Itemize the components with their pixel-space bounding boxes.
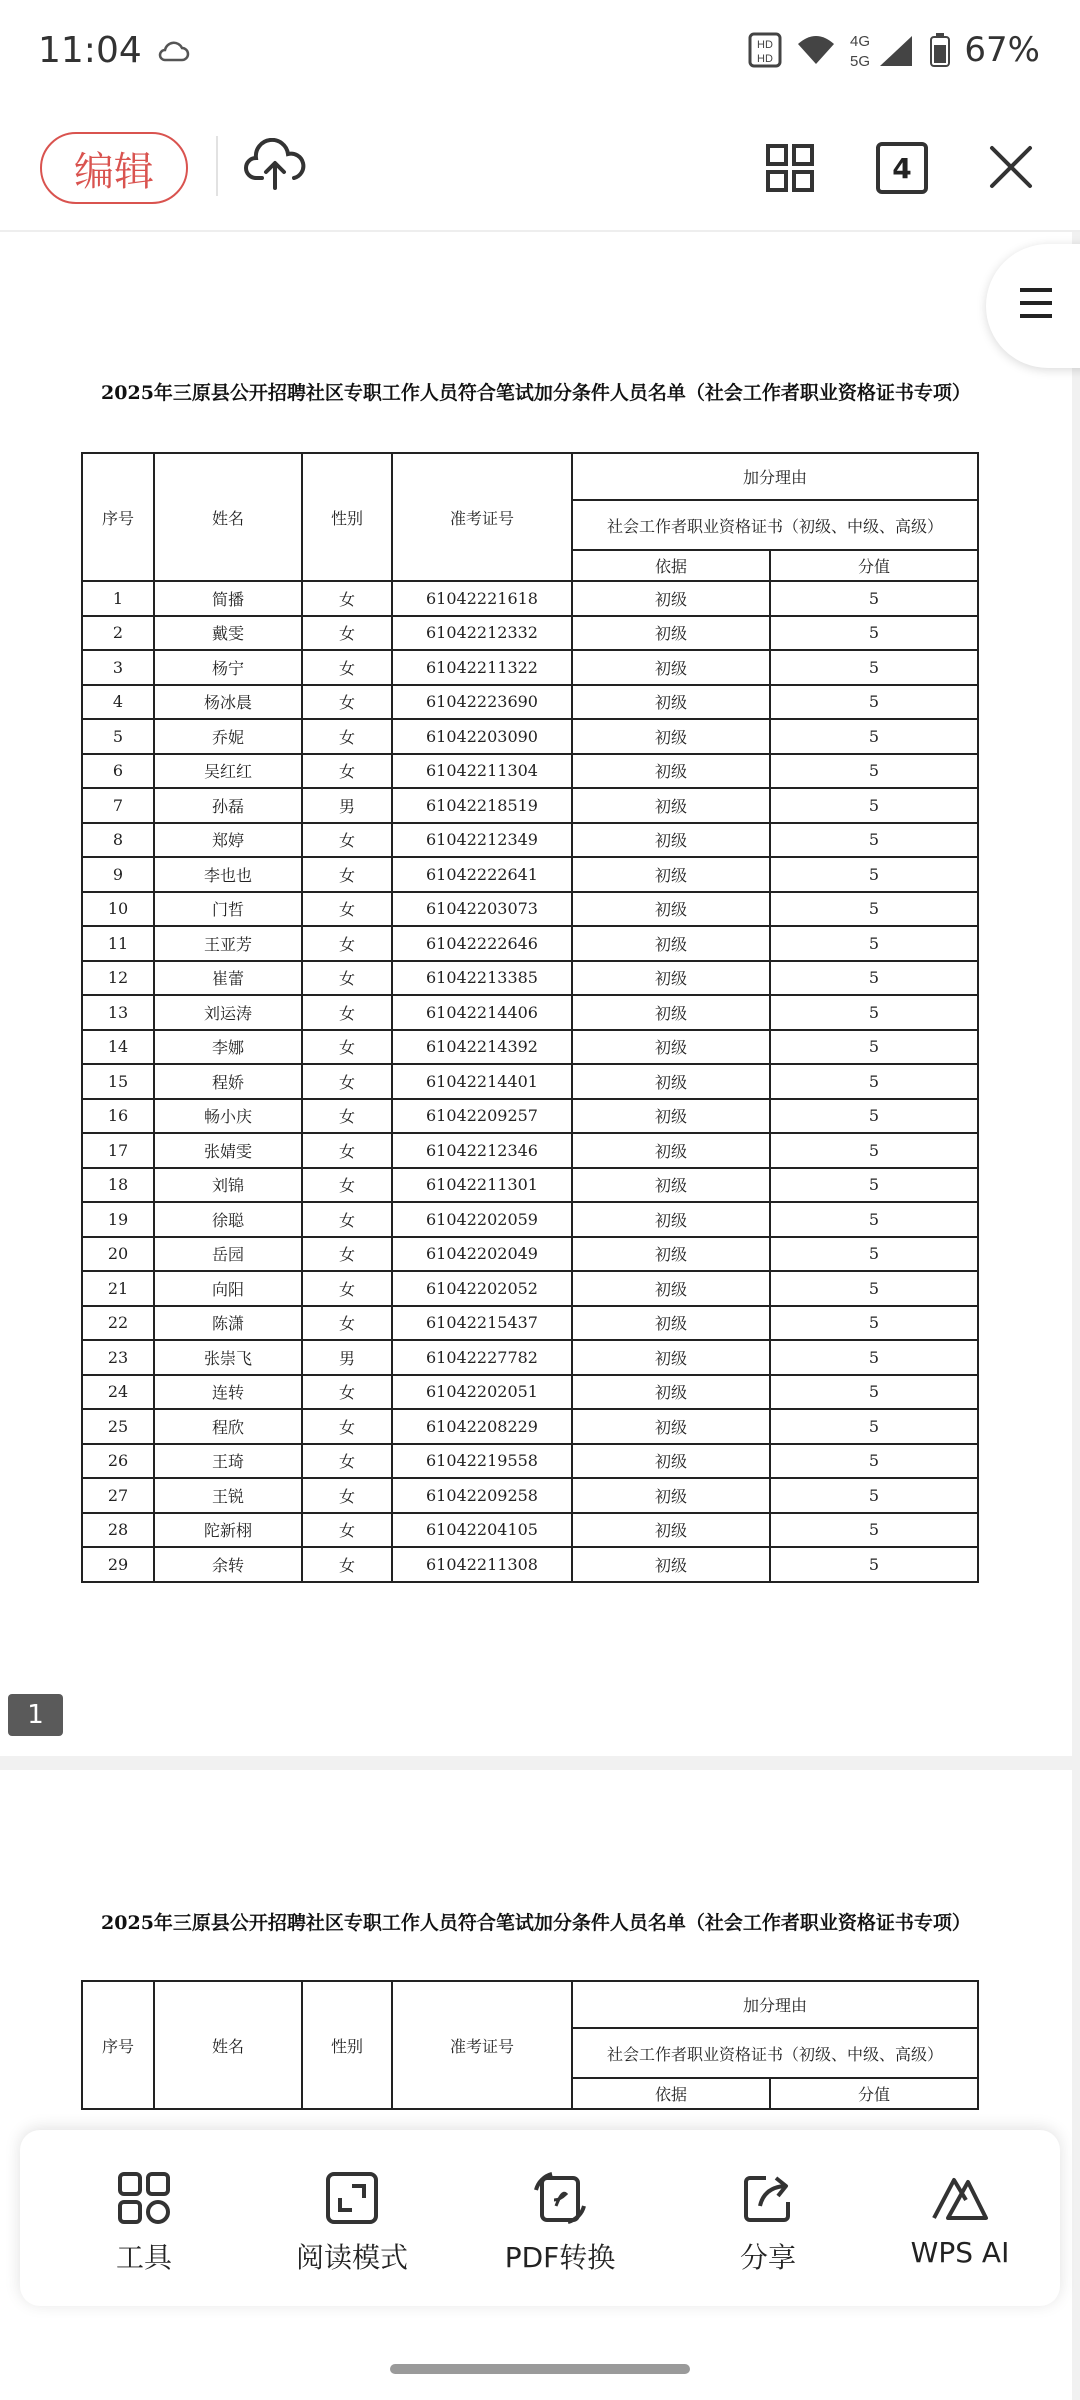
- table-row: [82, 616, 978, 651]
- header-no: 序号: [82, 1981, 154, 2109]
- row-no: 10: [82, 892, 154, 927]
- qualification-table-page-2: [81, 1980, 979, 2110]
- header-gender: 性别: [302, 453, 392, 581]
- table-row: [82, 754, 978, 789]
- edit-button[interactable]: 编辑: [40, 132, 188, 204]
- pdf-convert-label: PDF转换: [504, 2241, 616, 2274]
- table-row: [82, 1064, 978, 1099]
- row-no: 16: [82, 1099, 154, 1134]
- table-row: [82, 1237, 978, 1272]
- row-no: 24: [82, 1375, 154, 1410]
- row-score: 5: [770, 1099, 978, 1134]
- table-row: [82, 650, 978, 685]
- row-basis: 初级: [572, 788, 770, 823]
- row-basis: 初级: [572, 1168, 770, 1203]
- row-exam-id: 61042211301: [392, 1168, 572, 1203]
- cellular-signal-icon: [850, 30, 916, 70]
- row-no: 15: [82, 1064, 154, 1099]
- battery-icon: [930, 33, 950, 67]
- row-score: 5: [770, 1237, 978, 1272]
- header-score: 分值: [770, 2078, 978, 2109]
- row-exam-id: 61042219558: [392, 1444, 572, 1479]
- row-basis: 初级: [572, 1099, 770, 1134]
- row-name: 简播: [154, 581, 302, 616]
- row-basis: 初级: [572, 1202, 770, 1237]
- tools-button[interactable]: [44, 2170, 244, 2276]
- table-row: [82, 1133, 978, 1168]
- row-name: 程娇: [154, 1064, 302, 1099]
- qualification-table: [81, 452, 979, 1583]
- header-reason: 加分理由: [572, 1981, 978, 2028]
- row-gender: 女: [302, 1168, 392, 1203]
- row-name: 连转: [154, 1375, 302, 1410]
- row-no: 19: [82, 1202, 154, 1237]
- page-number-badge: 1: [8, 1694, 63, 1736]
- row-basis: 初级: [572, 581, 770, 616]
- table-row: [82, 995, 978, 1030]
- row-gender: 女: [302, 1375, 392, 1410]
- tab-count-button[interactable]: 4: [876, 142, 928, 194]
- row-basis: 初级: [572, 995, 770, 1030]
- row-exam-id: 61042212349: [392, 823, 572, 858]
- row-no: 26: [82, 1444, 154, 1479]
- toolbar-divider: [216, 136, 218, 196]
- row-score: 5: [770, 1444, 978, 1479]
- row-score: 5: [770, 1375, 978, 1410]
- row-basis: 初级: [572, 1340, 770, 1375]
- row-gender: 男: [302, 1340, 392, 1375]
- row-gender: 女: [302, 857, 392, 892]
- row-exam-id: 61042212332: [392, 616, 572, 651]
- table-row: [82, 857, 978, 892]
- row-gender: 女: [302, 650, 392, 685]
- row-exam-id: 61042209258: [392, 1478, 572, 1513]
- row-score: 5: [770, 1547, 978, 1582]
- row-exam-id: 61042214401: [392, 1064, 572, 1099]
- status-bar: [0, 0, 1080, 110]
- row-exam-id: 61042202051: [392, 1375, 572, 1410]
- row-no: 29: [82, 1547, 154, 1582]
- tools-label: 工具: [115, 2241, 172, 2274]
- row-basis: 初级: [572, 1547, 770, 1582]
- svg-text:HD: HD: [757, 53, 774, 65]
- row-basis: 初级: [572, 685, 770, 720]
- row-name: 郑婷: [154, 823, 302, 858]
- header-gender: 性别: [302, 1981, 392, 2109]
- row-score: 5: [770, 1306, 978, 1341]
- row-basis: 初级: [572, 719, 770, 754]
- row-name: 李也也: [154, 857, 302, 892]
- row-no: 17: [82, 1133, 154, 1168]
- row-name: 徐聪: [154, 1202, 302, 1237]
- row-basis: 初级: [572, 616, 770, 651]
- row-no: 5: [82, 719, 154, 754]
- row-score: 5: [770, 1133, 978, 1168]
- row-score: 5: [770, 719, 978, 754]
- row-basis: 初级: [572, 857, 770, 892]
- row-gender: 女: [302, 823, 392, 858]
- row-name: 畅小庆: [154, 1099, 302, 1134]
- header-cert: 社会工作者职业资格证书（初级、中级、高级）: [572, 2028, 978, 2078]
- bottom-action-bar: [20, 2130, 1060, 2306]
- battery-level: 67%: [964, 30, 1040, 70]
- row-exam-id: 61042213385: [392, 961, 572, 996]
- row-no: 8: [82, 823, 154, 858]
- header-reason: 加分理由: [572, 453, 978, 500]
- row-name: 陀新栩: [154, 1513, 302, 1548]
- row-name: 戴雯: [154, 616, 302, 651]
- row-gender: 女: [302, 1064, 392, 1099]
- table-row: [82, 926, 978, 961]
- read-mode-label: 阅读模式: [295, 2241, 408, 2274]
- top-toolbar: [0, 110, 1080, 232]
- row-name: 岳园: [154, 1237, 302, 1272]
- row-score: 5: [770, 581, 978, 616]
- row-basis: 初级: [572, 1237, 770, 1272]
- wps-ai-label: WPS AI: [910, 2236, 1010, 2269]
- wps-ai-icon: [930, 2170, 990, 2226]
- row-gender: 女: [302, 1444, 392, 1479]
- row-gender: 女: [302, 616, 392, 651]
- row-name: 刘运涛: [154, 995, 302, 1030]
- row-exam-id: 61042218519: [392, 788, 572, 823]
- row-basis: 初级: [572, 1409, 770, 1444]
- row-exam-id: 61042211304: [392, 754, 572, 789]
- row-name: 乔妮: [154, 719, 302, 754]
- row-exam-id: 61042214392: [392, 1030, 572, 1065]
- row-name: 王琦: [154, 1444, 302, 1479]
- row-name: 张婧雯: [154, 1133, 302, 1168]
- row-gender: 女: [302, 926, 392, 961]
- row-exam-id: 61042214406: [392, 995, 572, 1030]
- row-gender: 女: [302, 1099, 392, 1134]
- table-row: [82, 1202, 978, 1237]
- row-score: 5: [770, 685, 978, 720]
- row-no: 18: [82, 1168, 154, 1203]
- row-score: 5: [770, 995, 978, 1030]
- row-gender: 男: [302, 788, 392, 823]
- row-exam-id: 61042203090: [392, 719, 572, 754]
- row-gender: 女: [302, 1513, 392, 1548]
- row-exam-id: 61042222641: [392, 857, 572, 892]
- row-score: 5: [770, 1064, 978, 1099]
- page-title: 2025年三原县公开招聘社区专职工作人员符合笔试加分条件人员名单（社会工作者职业资格证书专项）: [101, 382, 971, 404]
- row-score: 5: [770, 823, 978, 858]
- row-gender: 女: [302, 1133, 392, 1168]
- row-name: 程欣: [154, 1409, 302, 1444]
- table-row: [82, 1375, 978, 1410]
- svg-text:5G: 5G: [850, 53, 871, 70]
- read-mode-icon: [324, 2170, 380, 2226]
- row-gender: 女: [302, 1030, 392, 1065]
- svg-text:4G: 4G: [850, 33, 871, 50]
- row-name: 李娜: [154, 1030, 302, 1065]
- row-basis: 初级: [572, 1306, 770, 1341]
- share-label: 分享: [739, 2241, 796, 2274]
- row-name: 杨宁: [154, 650, 302, 685]
- row-no: 3: [82, 650, 154, 685]
- row-gender: 女: [302, 685, 392, 720]
- table-row: [82, 892, 978, 927]
- row-no: 28: [82, 1513, 154, 1548]
- header-name: 姓名: [154, 1981, 302, 2109]
- table-row: [82, 1271, 978, 1306]
- table-row: [82, 1340, 978, 1375]
- row-score: 5: [770, 788, 978, 823]
- row-exam-id: 61042212346: [392, 1133, 572, 1168]
- document-viewer[interactable]: [0, 232, 1080, 2400]
- table-row: [82, 823, 978, 858]
- row-gender: 女: [302, 1306, 392, 1341]
- row-gender: 女: [302, 1237, 392, 1272]
- header-score: 分值: [770, 550, 978, 581]
- row-basis: 初级: [572, 823, 770, 858]
- table-row: [82, 1444, 978, 1479]
- home-indicator[interactable]: [390, 2364, 690, 2374]
- row-no: 1: [82, 581, 154, 616]
- row-exam-id: 61042208229: [392, 1409, 572, 1444]
- row-exam-id: 61042221618: [392, 581, 572, 616]
- row-gender: 女: [302, 1547, 392, 1582]
- table-row: [82, 719, 978, 754]
- row-no: 4: [82, 685, 154, 720]
- row-basis: 初级: [572, 1133, 770, 1168]
- tools-icon: [116, 2170, 172, 2226]
- row-no: 11: [82, 926, 154, 961]
- row-basis: 初级: [572, 650, 770, 685]
- row-no: 14: [82, 1030, 154, 1065]
- row-basis: 初级: [572, 1444, 770, 1479]
- row-basis: 初级: [572, 926, 770, 961]
- row-score: 5: [770, 892, 978, 927]
- row-score: 5: [770, 1409, 978, 1444]
- close-icon[interactable]: [988, 144, 1034, 190]
- row-name: 门哲: [154, 892, 302, 927]
- row-name: 陈潇: [154, 1306, 302, 1341]
- row-no: 23: [82, 1340, 154, 1375]
- read-mode-button[interactable]: [252, 2170, 452, 2276]
- cloud-upload-icon[interactable]: [244, 138, 306, 192]
- header-cert: 社会工作者职业资格证书（初级、中级、高级）: [572, 500, 978, 550]
- document-page-1: [0, 232, 1072, 1756]
- header-exam-id: 准考证号: [392, 1981, 572, 2109]
- row-score: 5: [770, 616, 978, 651]
- row-basis: 初级: [572, 1030, 770, 1065]
- row-no: 13: [82, 995, 154, 1030]
- row-gender: 女: [302, 1409, 392, 1444]
- svg-text:HD: HD: [757, 39, 774, 51]
- row-basis: 初级: [572, 1271, 770, 1306]
- row-exam-id: 61042203073: [392, 892, 572, 927]
- header-basis: 依据: [572, 550, 770, 581]
- hd-signal-icon: [748, 32, 782, 68]
- row-basis: 初级: [572, 1375, 770, 1410]
- row-gender: 女: [302, 1202, 392, 1237]
- grid-view-icon[interactable]: [766, 144, 814, 192]
- row-no: 20: [82, 1237, 154, 1272]
- row-score: 5: [770, 1340, 978, 1375]
- row-gender: 女: [302, 719, 392, 754]
- table-row: [82, 1168, 978, 1203]
- row-name: 孙磊: [154, 788, 302, 823]
- table-row: [82, 1306, 978, 1341]
- row-exam-id: 61042215437: [392, 1306, 572, 1341]
- row-no: 22: [82, 1306, 154, 1341]
- row-exam-id: 61042209257: [392, 1099, 572, 1134]
- row-name: 王亚芳: [154, 926, 302, 961]
- header-exam-id: 准考证号: [392, 453, 572, 581]
- header-name: 姓名: [154, 453, 302, 581]
- row-gender: 女: [302, 1478, 392, 1513]
- row-basis: 初级: [572, 1513, 770, 1548]
- table-row: [82, 788, 978, 823]
- wifi-icon: [796, 34, 836, 66]
- row-name: 崔蕾: [154, 961, 302, 996]
- menu-icon: [1020, 288, 1052, 318]
- row-basis: 初级: [572, 1478, 770, 1513]
- table-row: [82, 1478, 978, 1513]
- row-exam-id: 61042223690: [392, 685, 572, 720]
- row-no: 12: [82, 961, 154, 996]
- row-exam-id: 61042227782: [392, 1340, 572, 1375]
- row-basis: 初级: [572, 754, 770, 789]
- row-no: 25: [82, 1409, 154, 1444]
- row-exam-id: 61042211308: [392, 1547, 572, 1582]
- row-score: 5: [770, 857, 978, 892]
- share-icon: [740, 2170, 796, 2226]
- row-exam-id: 61042211322: [392, 650, 572, 685]
- table-row: [82, 685, 978, 720]
- row-score: 5: [770, 754, 978, 789]
- table-row: [82, 1030, 978, 1065]
- row-score: 5: [770, 1271, 978, 1306]
- pdf-convert-button[interactable]: [460, 2170, 660, 2276]
- row-name: 向阳: [154, 1271, 302, 1306]
- table-row: [82, 1547, 978, 1582]
- row-score: 5: [770, 1168, 978, 1203]
- row-exam-id: 61042202049: [392, 1237, 572, 1272]
- row-gender: 女: [302, 961, 392, 996]
- table-row: [82, 581, 978, 616]
- row-name: 余转: [154, 1547, 302, 1582]
- row-name: 杨冰晨: [154, 685, 302, 720]
- row-no: 6: [82, 754, 154, 789]
- row-gender: 女: [302, 1271, 392, 1306]
- row-score: 5: [770, 1478, 978, 1513]
- row-gender: 女: [302, 995, 392, 1030]
- row-name: 吴红红: [154, 754, 302, 789]
- row-name: 刘锦: [154, 1168, 302, 1203]
- cloud-sync-icon: [156, 38, 190, 64]
- row-score: 5: [770, 1030, 978, 1065]
- row-score: 5: [770, 1513, 978, 1548]
- table-row: [82, 1409, 978, 1444]
- table-row: [82, 961, 978, 996]
- row-no: 21: [82, 1271, 154, 1306]
- pdf-convert-icon: [532, 2170, 588, 2226]
- page-title: 2025年三原县公开招聘社区专职工作人员符合笔试加分条件人员名单（社会工作者职业资格证书专项）: [101, 1912, 971, 1934]
- row-name: 张崇飞: [154, 1340, 302, 1375]
- header-basis: 依据: [572, 2078, 770, 2109]
- row-exam-id: 61042222646: [392, 926, 572, 961]
- row-basis: 初级: [572, 961, 770, 996]
- row-gender: 女: [302, 581, 392, 616]
- row-exam-id: 61042202052: [392, 1271, 572, 1306]
- row-exam-id: 61042202059: [392, 1202, 572, 1237]
- wps-ai-button[interactable]: [876, 2170, 1044, 2269]
- table-row: [82, 1099, 978, 1134]
- row-gender: 女: [302, 892, 392, 927]
- row-no: 9: [82, 857, 154, 892]
- row-score: 5: [770, 926, 978, 961]
- row-exam-id: 61042204105: [392, 1513, 572, 1548]
- row-score: 5: [770, 650, 978, 685]
- row-gender: 女: [302, 754, 392, 789]
- header-no: 序号: [82, 453, 154, 581]
- row-score: 5: [770, 961, 978, 996]
- row-score: 5: [770, 1202, 978, 1237]
- row-basis: 初级: [572, 892, 770, 927]
- row-no: 27: [82, 1478, 154, 1513]
- row-no: 2: [82, 616, 154, 651]
- row-no: 7: [82, 788, 154, 823]
- row-basis: 初级: [572, 1064, 770, 1099]
- share-button[interactable]: [668, 2170, 868, 2276]
- table-row: [82, 1513, 978, 1548]
- status-time: 11:04: [38, 30, 142, 71]
- row-name: 王锐: [154, 1478, 302, 1513]
